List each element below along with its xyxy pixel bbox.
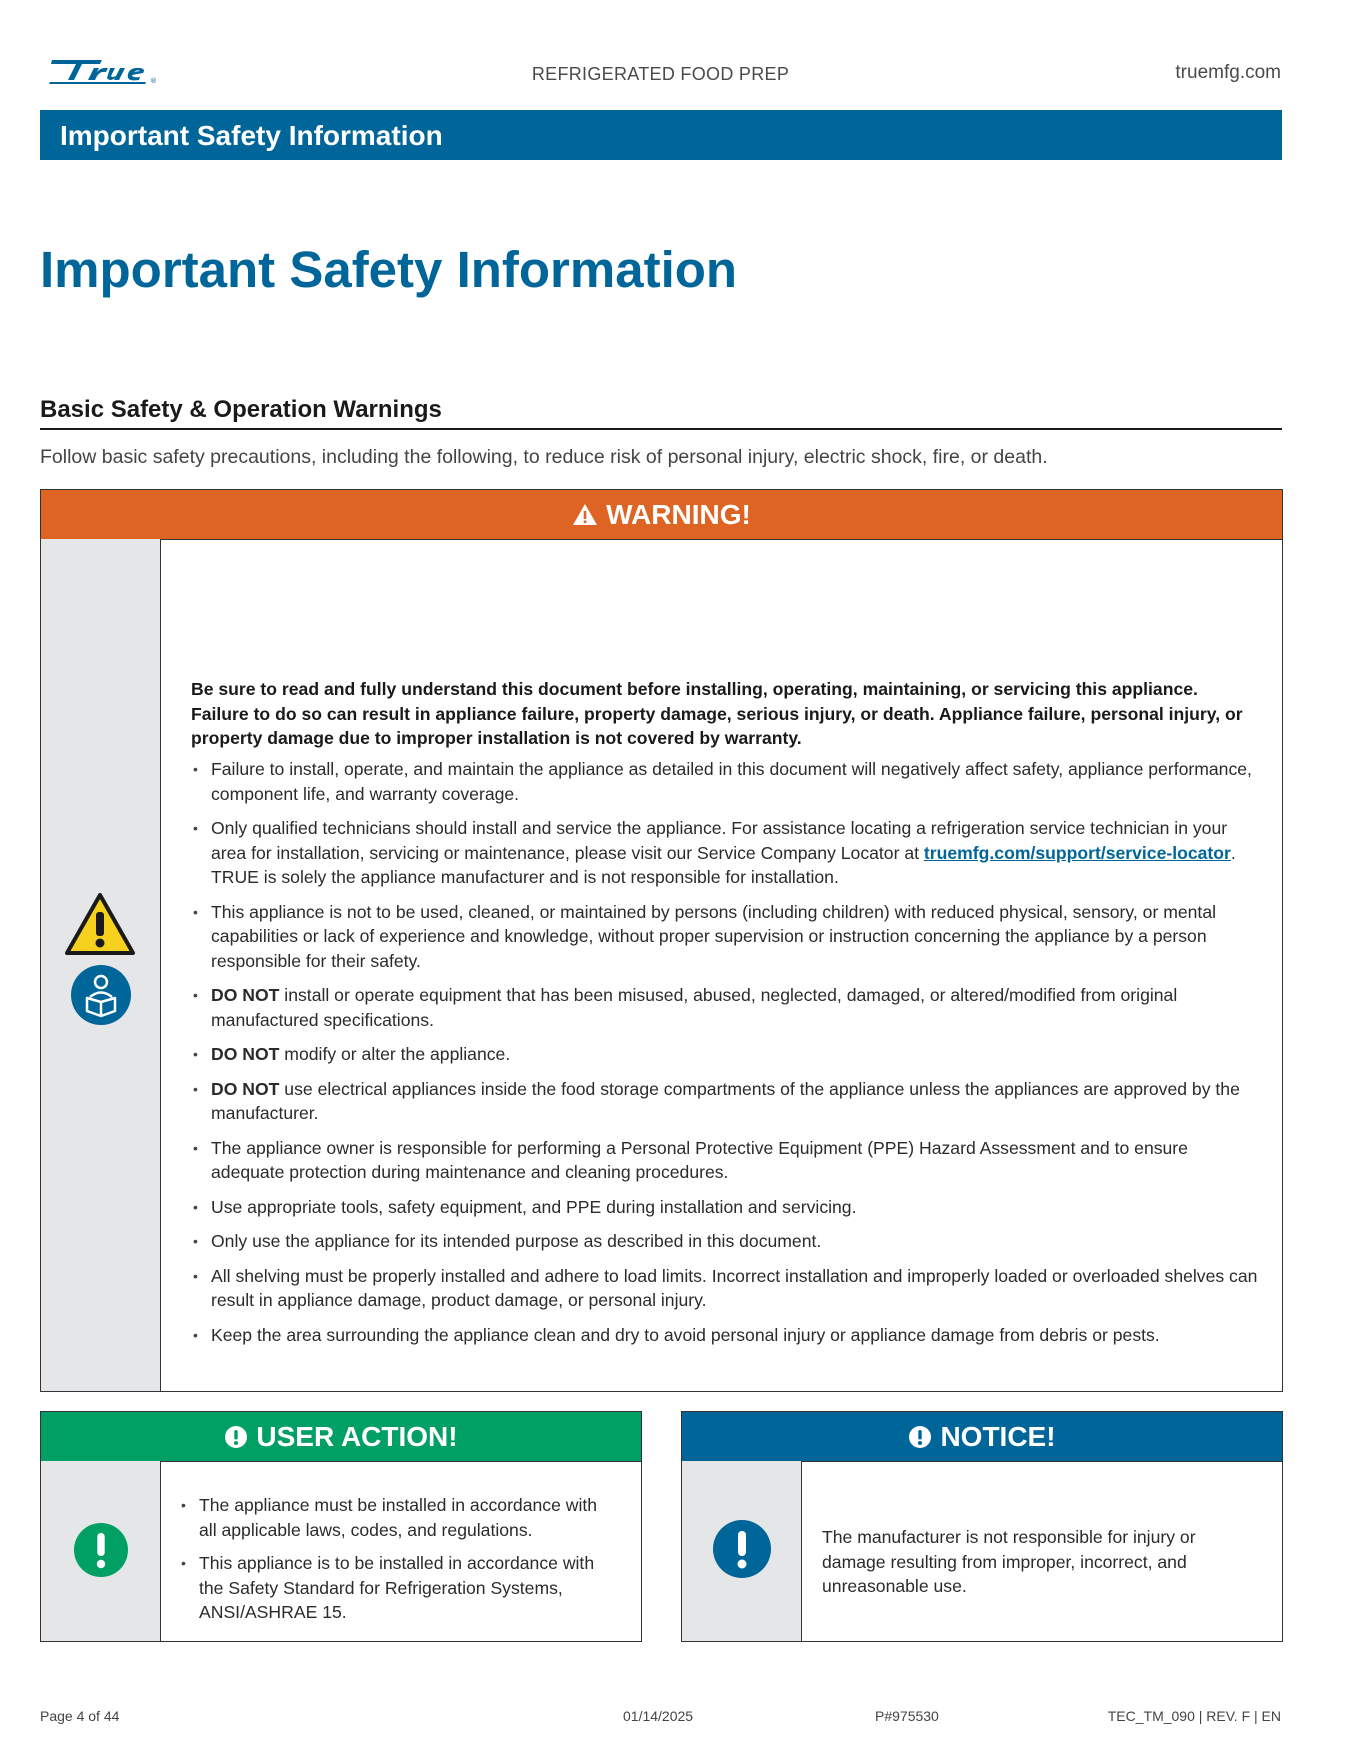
- user-action-header: [41, 1412, 641, 1462]
- warning-triangle-icon: [572, 503, 598, 526]
- service-locator-link[interactable]: truemfg.com/support/service-locator: [923, 842, 1231, 863]
- footer-part-number: P#975530: [875, 1708, 939, 1724]
- header-category: REFRIGERATED FOOD PREP: [531, 64, 790, 84]
- warning-triangle-icon: [64, 892, 136, 956]
- user-action-list: [179, 1493, 619, 1634]
- notice-text: The manufacturer is not responsible for injury or damage resulting from improper, incorrect, and unreasonable use.: [822, 1527, 1196, 1596]
- read-manual-icon: [70, 964, 132, 1026]
- exclamation-circle-icon: [224, 1425, 248, 1449]
- user-action-box: [40, 1411, 642, 1642]
- list-item: • DO NOT use electrical appliances inside the food storage compartments of the appliance unless the appliances are approved by the manufacturer.: [191, 1077, 1259, 1126]
- list-item: • Only use the appliance for its intended purpose as described in this document.: [191, 1229, 1259, 1254]
- page-title: Important Safety Information: [40, 241, 738, 298]
- warning-content: [161, 539, 1282, 1391]
- section-band: [40, 110, 1282, 160]
- svg-text:®: ®: [150, 77, 157, 85]
- warning-lead-text: Be sure to read and fully understand this document before installing, operating, maintaining, or servicing this appliance. Failure to do so can result in appliance failure, property damage, serious injury, or death. Appliance failure, personal injury, or property damage due to improper installation is not covered by warranty.: [191, 679, 1243, 748]
- warning-title: WARNING!: [606, 498, 751, 530]
- footer-doc-code: TEC_TM_090 | REV. F | EN: [1107, 1708, 1281, 1724]
- section-intro: Follow basic safety precautions, including the following, to reduce risk of personal injury, electric shock, fire, or death.: [40, 446, 1048, 468]
- list-item: • This appliance is to be installed in accordance with the Safety Standard for Refrigeration Systems, ANSI/ASHRAE 15.: [179, 1551, 619, 1625]
- exclamation-circle-icon: [712, 1519, 772, 1579]
- list-item: • DO NOT install or operate equipment that has been misused, abused, neglected, damaged, or altered/modified from original manufactured specifications.: [191, 983, 1259, 1032]
- list-item: • The appliance owner is responsible for performing a Personal Protective Equipment (PPE) Hazard Assessment and to ensure adequate protection during maintenance and cleaning procedures.: [191, 1136, 1259, 1185]
- list-item: • All shelving must be properly installed and adhere to load limits. Incorrect installation and improperly loaded or overloaded shelves can result in appliance damage, product damage, or personal injury.: [191, 1264, 1259, 1313]
- warning-list: [191, 757, 1259, 1357]
- list-item: • Only qualified technicians should install and service the appliance. For assistance locating a refrigeration service technician in your area for installation, servicing or maintenance, please visit our Service Company Locator at truemfg.com/support/service-locator. TRUE is solely the appliance manufacturer and is not responsible for installation.: [191, 816, 1259, 890]
- user-action-content: [161, 1461, 641, 1641]
- list-item: • Keep the area surrounding the appliance clean and dry to avoid personal injury or appliance damage from debris or pests.: [191, 1323, 1259, 1348]
- footer-page-number: Page 4 of 44: [40, 1708, 120, 1724]
- exclamation-circle-icon: [908, 1425, 932, 1449]
- list-item: • DO NOT modify or alter the appliance.: [191, 1042, 1259, 1067]
- exclamation-circle-icon: [73, 1522, 129, 1578]
- warning-icon-column: [41, 539, 161, 1391]
- warning-box: [40, 489, 1283, 1392]
- list-item: • Use appropriate tools, safety equipment, and PPE during installation and servicing.: [191, 1195, 1259, 1220]
- notice-header: [682, 1412, 1282, 1462]
- list-item: • Failure to install, operate, and maintain the appliance as detailed in this document will negatively affect safety, appliance performance, component life, and warranty coverage.: [191, 757, 1259, 806]
- footer-date: 01/14/2025: [623, 1708, 694, 1724]
- list-item: • The appliance must be installed in accordance with all applicable laws, codes, and regulations.: [179, 1493, 619, 1542]
- notice-icon-column: [682, 1461, 802, 1641]
- band-title: Important Safety Information: [60, 120, 443, 151]
- user-action-icon-column: [41, 1461, 161, 1641]
- notice-box: [681, 1411, 1283, 1642]
- notice-content: [802, 1461, 1282, 1641]
- warning-header: [41, 490, 1282, 540]
- user-action-title: USER ACTION!: [256, 1420, 458, 1452]
- section-heading: Basic Safety & Operation Warnings: [40, 396, 1282, 430]
- list-item: • This appliance is not to be used, cleaned, or maintained by persons (including children) with reduced physical, sensory, or mental capabilities or lack of experience and knowledge, without proper supervision or instruction concerning the appliance by a person responsible for their safety.: [191, 900, 1259, 974]
- notice-title: NOTICE!: [940, 1420, 1056, 1452]
- header-website[interactable]: truemfg.com: [1175, 62, 1281, 83]
